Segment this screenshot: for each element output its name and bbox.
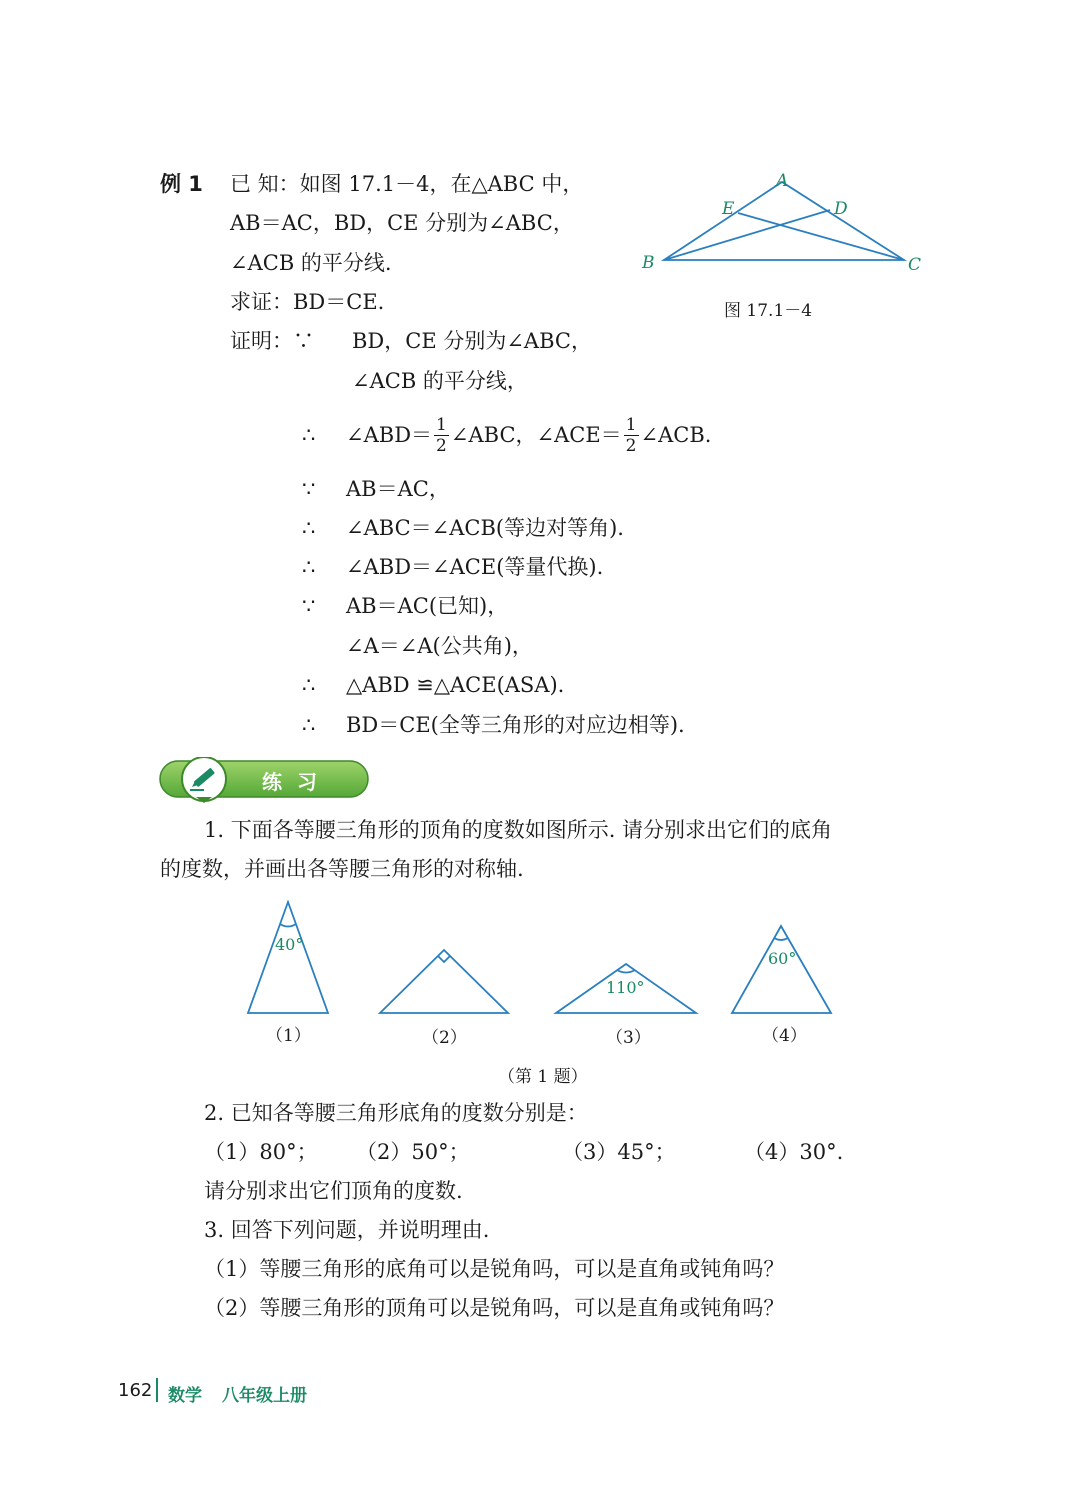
- triangle-4-label: （4）: [762, 1026, 807, 1046]
- question-1-figure-caption: （第 1 题）: [498, 1067, 588, 1087]
- segment-ce: [738, 213, 904, 260]
- step-text: △ABD ≌△ACE(ASA).: [346, 673, 565, 697]
- fraction-line-part-2: ∠ABC，∠ACE＝: [450, 423, 622, 447]
- step-symbol: ∵: [302, 477, 316, 501]
- question-2-option-4: （4）30°.: [744, 1140, 844, 1164]
- question-3-part-b: （2）等腰三角形的顶角可以是锐角吗，可以是直角或钝角吗？: [204, 1296, 785, 1320]
- question-1-triangles: [240, 896, 840, 1020]
- triangle-3-angle: 110°: [606, 978, 645, 997]
- step-symbol: ∴: [302, 555, 316, 579]
- question-2-line-1: 2. 已知各等腰三角形底角的度数分别是：: [204, 1101, 588, 1125]
- segment-bd: [664, 210, 830, 260]
- step-symbol: ∵: [302, 594, 316, 618]
- question-1-line-1: 1. 下面各等腰三角形的顶角的度数如图所示. 请分别求出它们的底角: [204, 818, 833, 842]
- fraction-numerator: 1: [625, 414, 637, 435]
- step-symbol: ∴: [302, 713, 316, 737]
- example-label: 例 1: [160, 172, 203, 196]
- triangle-3-label: （3）: [606, 1028, 651, 1048]
- triangle-1: [248, 902, 328, 1013]
- fraction-denominator: 2: [436, 435, 447, 456]
- question-2-option-1: （1）80°；: [204, 1140, 318, 1164]
- point-a-label: A: [776, 171, 789, 191]
- triangle-figure: [636, 166, 936, 286]
- exercise-banner: [158, 757, 370, 803]
- triangle-2: [380, 950, 508, 1013]
- step-text: ∠ABC＝∠ACB(等边对等角).: [346, 516, 624, 540]
- fraction-line-part-3: ∠ACB.: [640, 423, 712, 447]
- proof-line-1: BD，CE 分别为∠ABC，: [352, 329, 592, 353]
- footer-divider: [156, 1378, 158, 1402]
- triangle-2-label: （2）: [422, 1028, 467, 1048]
- step-text: ∠ABD＝∠ACE(等量代换).: [346, 555, 604, 579]
- footer-subject: 数学: [168, 1386, 202, 1406]
- question-2-line-3: 请分别求出它们顶角的度数.: [204, 1179, 463, 1203]
- step-text: BD＝CE(全等三角形的对应边相等).: [346, 713, 685, 737]
- footer-grade: 八年级上册: [222, 1386, 307, 1406]
- question-1-line-2: 的度数，并画出各等腰三角形的对称轴.: [160, 857, 524, 881]
- step-text: AB＝AC，: [346, 477, 450, 501]
- angle-arc-1: [280, 924, 296, 927]
- triangle-4: [732, 926, 831, 1013]
- point-c-label: C: [908, 255, 922, 275]
- question-2-option-3: （3）45°；: [562, 1140, 676, 1164]
- right-angle-mark: [438, 956, 450, 962]
- step-text: ∠A＝∠A(公共角)，: [346, 634, 533, 658]
- point-d-label: D: [834, 199, 848, 219]
- question-2-option-2: （2）50°；: [356, 1140, 470, 1164]
- proof-symbol: ∴: [302, 423, 316, 447]
- triangle-1-angle: 40°: [275, 935, 304, 954]
- step-symbol: ∴: [302, 673, 316, 697]
- fraction-line-part-1: ∠ABD＝: [346, 423, 433, 447]
- proof-label: 证明：∵: [230, 329, 314, 353]
- step-symbol: ∴: [302, 516, 316, 540]
- question-3-line-1: 3. 回答下列问题，并说明理由.: [204, 1218, 490, 1242]
- fraction-denominator: 2: [625, 435, 637, 456]
- prove-statement: 求证：BD＝CE.: [230, 290, 385, 314]
- question-3-part-a: （1）等腰三角形的底角可以是锐角吗，可以是直角或钝角吗？: [204, 1257, 785, 1281]
- triangle-4-angle: 60°: [768, 949, 797, 968]
- fraction-half-1: [434, 415, 449, 456]
- point-e-label: E: [722, 199, 735, 219]
- fraction-half-2: [624, 415, 639, 456]
- given-line-3: ∠ACB 的平分线.: [230, 251, 392, 275]
- triangle-1-label: （1）: [266, 1026, 311, 1046]
- given-line-2: AB＝AC，BD，CE 分别为∠ABC，: [230, 211, 574, 235]
- step-text: AB＝AC(已知)，: [346, 594, 509, 618]
- given-line-1: 已 知：如图 17.1－4，在△ABC 中，: [230, 172, 584, 196]
- exercise-banner-title: 练 习: [262, 770, 321, 794]
- proof-line-2: ∠ACB 的平分线，: [352, 369, 528, 393]
- page-number: 162: [118, 1380, 153, 1401]
- point-b-label: B: [642, 253, 655, 273]
- figure-caption: 图 17.1－4: [724, 301, 813, 321]
- fraction-line: [346, 410, 711, 460]
- angle-arc-4: [774, 938, 788, 940]
- fraction-numerator: 1: [436, 414, 447, 435]
- angle-arc-3: [617, 970, 635, 973]
